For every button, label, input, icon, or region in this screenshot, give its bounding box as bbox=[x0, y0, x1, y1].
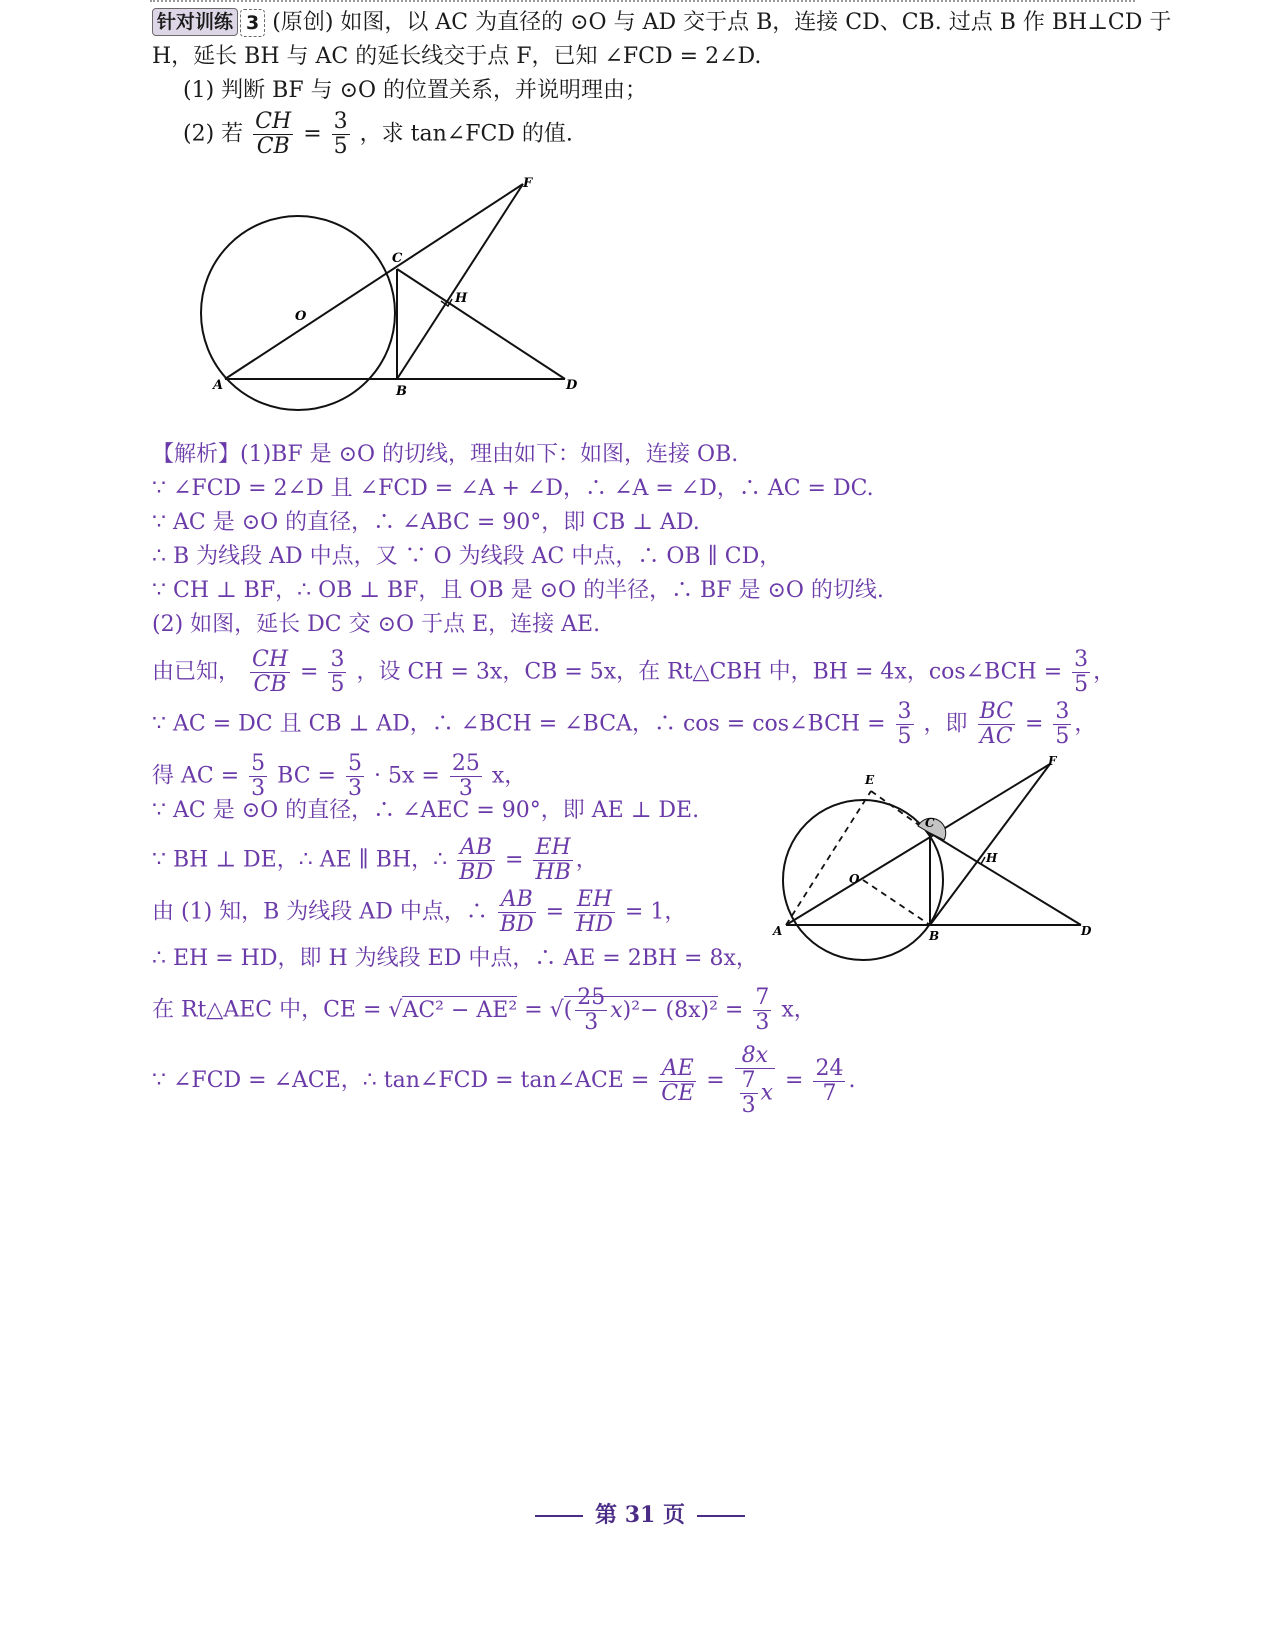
fraction-denominator: 3 bbox=[458, 776, 473, 801]
solution-line-13: ∴ EH = HD，即 H 为线段 ED 中点，∴ AE = 2BH = 8x， bbox=[152, 946, 758, 971]
question-2 bbox=[183, 110, 573, 159]
fraction-three-fifths bbox=[332, 110, 350, 159]
text: ∵ AC = DC 且 CB ⊥ AD，∴ ∠BCH = ∠BCA，∴ cos = cos∠BCH = bbox=[152, 711, 886, 737]
variable-x: x bbox=[760, 1080, 774, 1106]
fraction-denominator: CE bbox=[661, 1080, 695, 1106]
fraction-denominator: 3 bbox=[741, 1093, 756, 1118]
problem-number: 3 bbox=[240, 9, 265, 37]
footer-rule-left bbox=[535, 1515, 583, 1517]
fraction-denominator: 7 bbox=[822, 1080, 837, 1106]
solution-line-6: (2) 如图，延长 DC 交 ⊙O 于点 E，连接 AE. bbox=[152, 612, 601, 637]
solution-tag: 【解析】 bbox=[152, 442, 241, 467]
text: 得 AC = bbox=[152, 763, 240, 789]
page-footer bbox=[0, 1498, 1280, 1529]
fraction bbox=[574, 888, 615, 937]
solution-line-9 bbox=[152, 752, 526, 801]
fraction-numerator: 7 bbox=[755, 985, 770, 1010]
fraction bbox=[249, 752, 267, 801]
fraction-numerator: AB bbox=[498, 888, 536, 913]
fraction-denominator: 3 bbox=[348, 776, 362, 801]
fraction bbox=[735, 1044, 775, 1118]
fraction bbox=[659, 1057, 696, 1106]
equals-sign: = bbox=[504, 847, 524, 873]
fraction bbox=[346, 752, 364, 801]
equals-sign: = bbox=[724, 997, 744, 1023]
solution-line-3: ∵ AC 是 ⊙O 的直径，∴ ∠ABC = 90°，即 CB ⊥ AD. bbox=[152, 510, 700, 535]
fraction-numerator: 3 bbox=[1074, 647, 1089, 672]
segment-ae-dashed bbox=[786, 791, 871, 925]
fraction-denominator: 3 bbox=[584, 1010, 599, 1035]
solution-line-11: ∵ BH ⊥ DE，∴ AE ∥ BH，∴ $\frac{AB}{BD}$ = $\frac{EH}{HB}$ ， bbox=[152, 835, 598, 885]
fraction bbox=[813, 1057, 845, 1106]
fraction-numerator: 25 bbox=[577, 985, 606, 1010]
equals-sign: = bbox=[545, 899, 565, 925]
fraction-denominator: 5 bbox=[330, 672, 345, 697]
figure-1-diagram bbox=[200, 170, 580, 430]
fraction-denominator: 3 bbox=[755, 1010, 770, 1035]
label-f: F bbox=[523, 176, 533, 191]
fraction-numerator: AB bbox=[457, 836, 495, 861]
fraction bbox=[457, 836, 495, 885]
label-b: B bbox=[929, 929, 940, 943]
fraction-numerator: EH bbox=[533, 836, 572, 861]
text: ∵ ∠FCD = ∠ACE，∴ tan∠FCD = tan∠ACE = bbox=[152, 1068, 650, 1093]
text: 由已知， bbox=[152, 659, 241, 685]
solution-line-8: ∵ AC = DC 且 CB ⊥ AD，∴ ∠BCH = ∠BCA，∴ cos = cos∠BCH = $\frac{3}{5}$ ，即 $\frac{BC}{AC}$ = $\frac{3}{5}$ ， bbox=[152, 699, 1097, 749]
text: = 1， bbox=[624, 899, 687, 925]
fraction-denominator: CB bbox=[256, 134, 290, 159]
equals-sign: = bbox=[524, 997, 543, 1023]
fraction-numerator: 3 bbox=[330, 647, 345, 672]
fraction-denominator: 5 bbox=[1074, 672, 1089, 697]
segment-ac-extended bbox=[786, 764, 1050, 925]
solution-line-2: ∵ ∠FCD = 2∠D 且 ∠FCD = ∠A + ∠D，∴ ∠A = ∠D，∴ AC = DC. bbox=[152, 476, 874, 501]
fraction bbox=[575, 986, 607, 1035]
fraction bbox=[328, 648, 346, 697]
equals-sign: = bbox=[300, 659, 319, 685]
sqrt-sign: √ bbox=[549, 997, 564, 1023]
text: − (8x)² bbox=[640, 997, 718, 1023]
fraction-denominator bbox=[735, 1069, 775, 1118]
text: 由 (1) 知，B 为线段 AD 中点，∴ bbox=[152, 899, 488, 925]
fraction-denominator: 3 bbox=[251, 776, 266, 801]
fraction-numerator: CH bbox=[252, 647, 289, 672]
label-a: A bbox=[213, 378, 224, 393]
fraction bbox=[1072, 648, 1090, 697]
fraction-numerator: 8x bbox=[735, 1044, 775, 1069]
fraction-denominator: AC bbox=[979, 724, 1013, 749]
fraction-denominator: BD bbox=[459, 860, 493, 885]
label-d: D bbox=[1081, 924, 1092, 938]
page-number: 第 31 页 bbox=[595, 1502, 685, 1528]
label-h: H bbox=[455, 291, 468, 306]
footer-rule-right bbox=[697, 1515, 745, 1517]
problem-line-2: H，延长 BH 与 AC 的延长线交于点 F，已知 ∠FCD = 2∠D. bbox=[152, 44, 762, 69]
problem-tag: 针对训练 bbox=[152, 8, 238, 36]
text: . bbox=[848, 1068, 856, 1093]
text: 在 Rt△AEC 中，CE = bbox=[152, 997, 382, 1023]
label-e: E bbox=[865, 773, 875, 787]
fraction bbox=[450, 752, 482, 801]
fraction-numerator: 3 bbox=[897, 699, 912, 724]
label-f: F bbox=[1048, 754, 1057, 768]
sqrt-radicand: AC² − AE² bbox=[402, 997, 518, 1023]
label-o: O bbox=[849, 872, 860, 886]
fraction-numerator: CH bbox=[255, 109, 292, 134]
solution-line-4: ∴ B 为线段 AD 中点，又 ∵ O 为线段 AC 中点，∴ OB ∥ CD， bbox=[152, 544, 782, 569]
problem-line-1 bbox=[152, 8, 1171, 38]
sqrt-sign: √ bbox=[388, 997, 403, 1023]
segment-ac-extended bbox=[225, 184, 523, 379]
label-o: O bbox=[295, 309, 307, 324]
text: ，即 bbox=[923, 711, 968, 737]
fraction-numerator: AE bbox=[659, 1057, 696, 1082]
label-a: A bbox=[773, 924, 783, 938]
solution-line-1 bbox=[152, 440, 738, 470]
label-d: D bbox=[566, 378, 578, 393]
fraction bbox=[250, 648, 290, 697]
fraction-numerator: EH bbox=[574, 888, 615, 913]
equals-sign: = bbox=[785, 1068, 804, 1093]
text: x， bbox=[491, 763, 527, 789]
fraction bbox=[533, 836, 572, 885]
text: x， bbox=[781, 997, 816, 1023]
solution-line-5: ∵ CH ⊥ BF，∴ OB ⊥ BF，且 OB 是 ⊙O 的半径，∴ BF 是 ⊙O 的切线. bbox=[152, 578, 884, 603]
fraction-denominator: 5 bbox=[333, 134, 348, 159]
solution-line-15 bbox=[152, 1044, 855, 1118]
variable-x: x bbox=[610, 997, 623, 1023]
fraction-numerator: 3 bbox=[1055, 699, 1070, 724]
fraction bbox=[896, 700, 914, 749]
text: ，设 CH = 3x，CB = 5x，在 Rt△CBH 中，BH = 4x，cos∠BCH = bbox=[356, 659, 1063, 685]
fraction-numerator: 3 bbox=[333, 109, 348, 134]
fraction bbox=[978, 700, 1015, 749]
question-2-prefix: (2) 若 bbox=[183, 121, 244, 147]
solution-line-7: 由已知， $\frac{CH}{CB}$ = $\frac{3}{5}$ ，设 CH = 3x，CB = 5x，在 Rt△CBH 中，BH = 4x，cos∠BCH = $\frac{3}{5}$ ， bbox=[152, 647, 1116, 697]
label-h: H bbox=[986, 851, 998, 865]
label-c: C bbox=[925, 816, 935, 830]
label-b: B bbox=[396, 384, 407, 399]
fraction-denominator: HD bbox=[576, 912, 613, 937]
fraction bbox=[1053, 700, 1071, 749]
problem-text-1: (原创) 如图，以 AC 为直径的 ⊙O 与 AD 交于点 B，连接 CD、CB. 过点 B 作 BH⊥CD 于 bbox=[272, 10, 1172, 35]
fraction-denominator: BD bbox=[499, 912, 534, 937]
fraction bbox=[498, 888, 536, 937]
sqrt-radicand: ( $\frac{25}{3}$ x)²− (8x)² bbox=[563, 985, 718, 1035]
solution-line-10: ∵ AC 是 ⊙O 的直径，∴ ∠AEC = 90°，即 AE ⊥ DE. bbox=[152, 798, 700, 823]
fraction-denominator: 5 bbox=[1055, 724, 1070, 749]
fraction bbox=[753, 986, 771, 1035]
figure-2-diagram bbox=[770, 750, 1100, 980]
text: · 5x = bbox=[374, 763, 440, 789]
fraction-denominator: 5 bbox=[897, 724, 912, 749]
fraction-numerator: BC bbox=[979, 699, 1013, 724]
fraction-denominator: CB bbox=[253, 672, 287, 697]
top-dotted-rule bbox=[150, 0, 1135, 4]
equals-sign: = bbox=[706, 1068, 725, 1093]
segment-ob-dashed bbox=[863, 880, 930, 925]
label-c: C bbox=[392, 251, 403, 266]
question-1: (1) 判断 BF 与 ⊙O 的位置关系，并说明理由； bbox=[183, 78, 648, 103]
equals-sign: = bbox=[1024, 711, 1044, 737]
question-2-suffix: ，求 tan∠FCD 的值. bbox=[359, 121, 573, 147]
solution-line-12 bbox=[152, 888, 686, 937]
equals-sign: = bbox=[303, 121, 322, 147]
fraction-ch-cb bbox=[253, 110, 293, 159]
fraction-numerator: 7 bbox=[741, 1068, 756, 1093]
fraction bbox=[740, 1069, 758, 1118]
segment-cd bbox=[930, 833, 1081, 925]
solution-text-1: (1)BF 是 ⊙O 的切线，理由如下：如图，连接 OB. bbox=[240, 442, 739, 467]
segment-cd bbox=[397, 269, 565, 379]
fraction-numerator: 5 bbox=[251, 751, 266, 776]
text: ∵ BH ⊥ DE，∴ AE ∥ BH，∴ bbox=[152, 847, 448, 873]
fraction-numerator: 24 bbox=[815, 1055, 844, 1081]
fraction-numerator: 5 bbox=[348, 751, 362, 776]
fraction-numerator: 25 bbox=[451, 751, 480, 776]
text: BC = bbox=[277, 763, 336, 789]
solution-line-14 bbox=[152, 986, 816, 1035]
fraction-denominator: HB bbox=[535, 860, 571, 885]
